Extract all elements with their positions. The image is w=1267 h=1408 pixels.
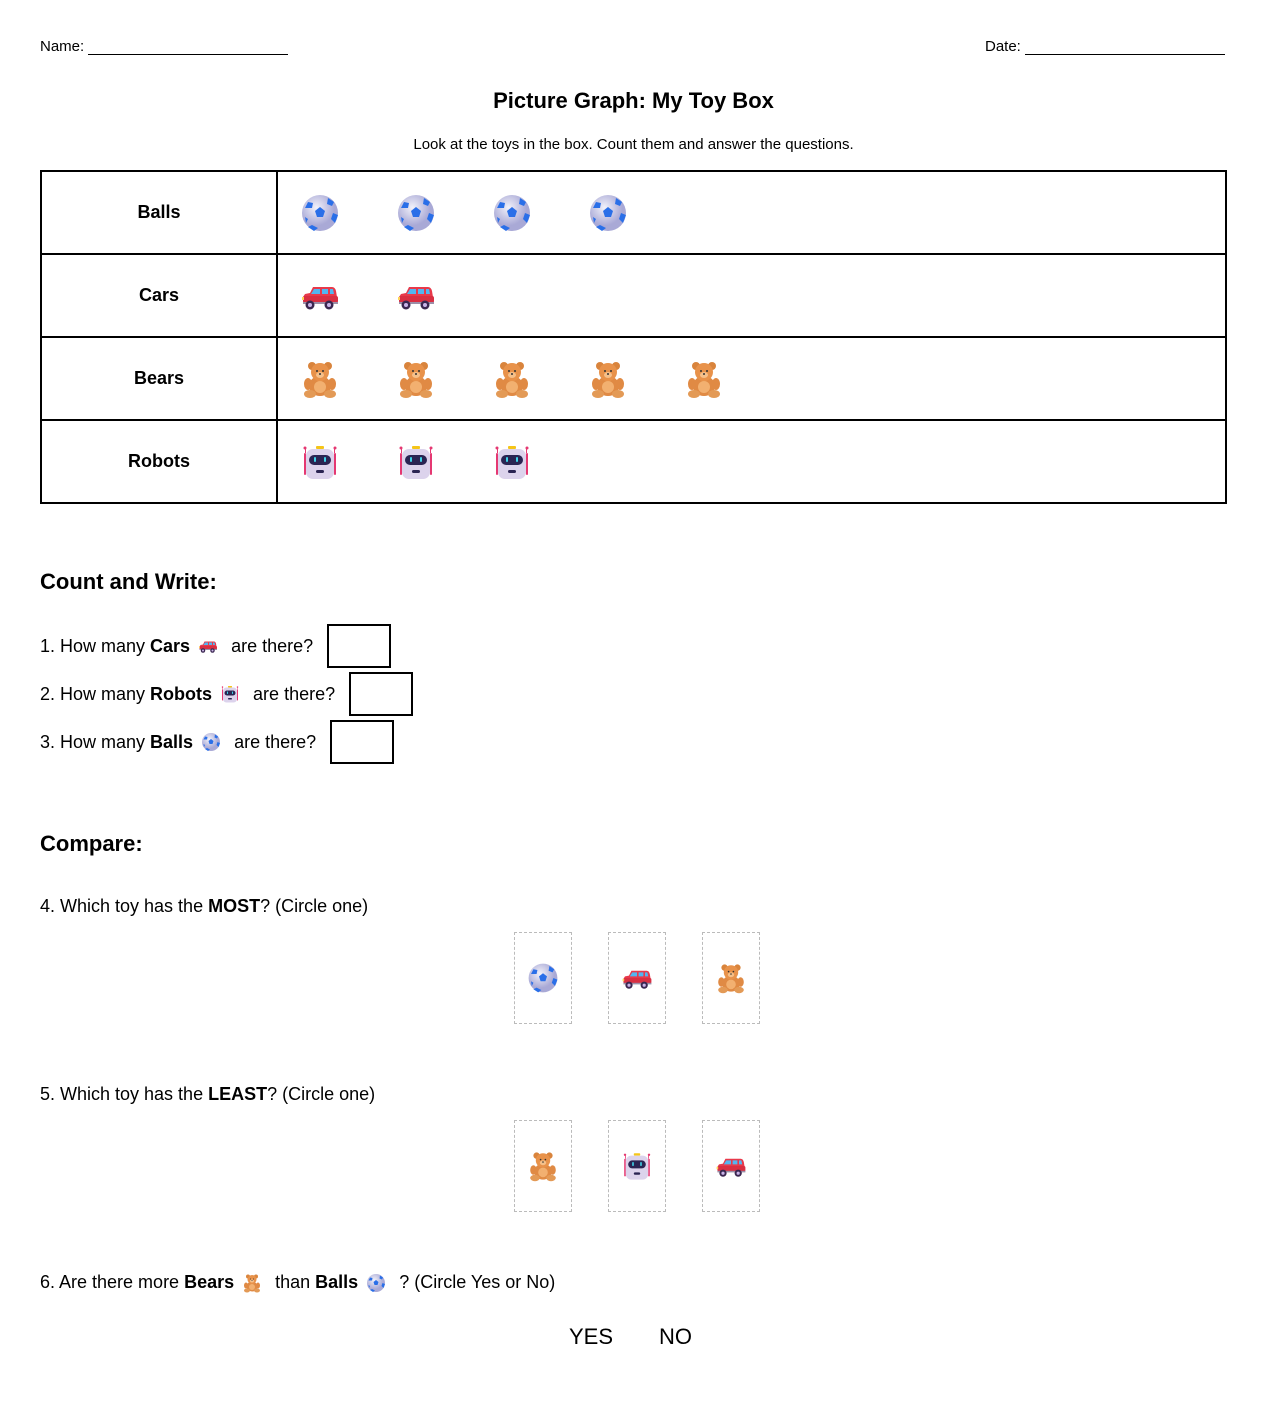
graph-row-cars xyxy=(41,254,1226,337)
question-text: 3. How many xyxy=(40,731,151,752)
robot-icon xyxy=(492,442,532,482)
q5-choices xyxy=(514,1120,760,1212)
car-icon xyxy=(396,276,436,316)
bear-icon xyxy=(300,359,340,399)
graph-row-balls xyxy=(41,171,1226,254)
compare-heading: Compare: xyxy=(40,831,143,856)
question-4 xyxy=(40,896,368,917)
date-label: Date: xyxy=(985,38,1021,55)
q5-text: 5. Which toy has the xyxy=(40,1084,209,1104)
question-1 xyxy=(40,624,391,668)
answer-box[interactable] xyxy=(330,720,394,764)
question-text: 2. How many xyxy=(40,683,151,704)
q6-bold-bears: Bears xyxy=(184,1272,235,1292)
choice-robot[interactable] xyxy=(608,1120,666,1212)
robot-icon xyxy=(300,442,340,482)
bear-icon xyxy=(242,1273,262,1293)
row-label: Robots xyxy=(41,420,277,503)
row-pictures xyxy=(277,254,1226,337)
q5-bold: LEAST xyxy=(208,1084,268,1104)
choice-ball[interactable] xyxy=(514,932,572,1024)
robot-icon xyxy=(621,1150,653,1182)
name-line[interactable] xyxy=(88,40,288,55)
date-field[interactable] xyxy=(985,38,1225,55)
row-pictures xyxy=(277,337,1226,420)
q4-post: ? (Circle one) xyxy=(260,896,369,916)
bear-icon xyxy=(684,359,724,399)
choice-car[interactable] xyxy=(702,1120,760,1212)
car-icon xyxy=(715,1150,747,1182)
date-line[interactable] xyxy=(1025,40,1225,55)
ball-icon xyxy=(492,193,532,233)
q4-bold: MOST xyxy=(208,896,261,916)
robot-icon xyxy=(396,442,436,482)
bear-icon xyxy=(715,962,747,994)
name-field[interactable] xyxy=(40,38,288,55)
ball-icon xyxy=(527,962,559,994)
question-post: are there? xyxy=(226,635,314,656)
question-post: are there? xyxy=(248,683,336,704)
picture-graph xyxy=(40,170,1227,504)
name-label: Name: xyxy=(40,38,85,55)
bear-icon xyxy=(588,359,628,399)
question-5 xyxy=(40,1084,375,1105)
page-title: Picture Graph: My Toy Box xyxy=(493,88,774,113)
row-pictures xyxy=(277,171,1226,254)
no-option[interactable]: NO xyxy=(659,1324,693,1349)
question-3 xyxy=(40,720,394,764)
car-icon xyxy=(300,276,340,316)
ball-icon xyxy=(588,193,628,233)
yes-no-options xyxy=(569,1324,692,1350)
row-pictures xyxy=(277,420,1226,503)
ball-icon xyxy=(300,193,340,233)
bear-icon xyxy=(527,1150,559,1182)
choice-bear[interactable] xyxy=(514,1120,572,1212)
q6-bold-balls: Balls xyxy=(315,1272,359,1292)
choice-car[interactable] xyxy=(608,932,666,1024)
graph-row-robots xyxy=(41,420,1226,503)
q4-choices xyxy=(514,932,760,1024)
question-6 xyxy=(40,1272,555,1293)
q5-post: ? (Circle one) xyxy=(267,1084,376,1104)
robot-icon xyxy=(220,684,240,704)
answer-box[interactable] xyxy=(327,624,391,668)
graph-row-bears xyxy=(41,337,1226,420)
yes-option[interactable]: YES xyxy=(569,1324,614,1349)
car-icon xyxy=(198,636,218,656)
count-heading: Count and Write: xyxy=(40,569,217,594)
ball-icon xyxy=(366,1273,386,1293)
question-bold: Robots xyxy=(150,683,213,704)
question-2 xyxy=(40,672,413,716)
car-icon xyxy=(621,962,653,994)
bear-icon xyxy=(492,359,532,399)
choice-bear[interactable] xyxy=(702,932,760,1024)
bear-icon xyxy=(396,359,436,399)
question-post: are there? xyxy=(229,731,317,752)
question-bold: Cars xyxy=(150,635,191,656)
row-label: Bears xyxy=(41,337,277,420)
q4-text: 4. Which toy has the xyxy=(40,896,209,916)
instructions: Look at the toys in the box. Count them and answer the questions. xyxy=(413,136,854,153)
ball-icon xyxy=(396,193,436,233)
row-label: Balls xyxy=(41,171,277,254)
answer-box[interactable] xyxy=(349,672,413,716)
q6-mid: than xyxy=(270,1272,316,1292)
row-label: Cars xyxy=(41,254,277,337)
q6-text: 6. Are there more xyxy=(40,1272,185,1292)
q6-post: ? (Circle Yes or No) xyxy=(394,1272,556,1292)
question-bold: Balls xyxy=(150,731,194,752)
question-text: 1. How many xyxy=(40,635,151,656)
ball-icon xyxy=(201,732,221,752)
